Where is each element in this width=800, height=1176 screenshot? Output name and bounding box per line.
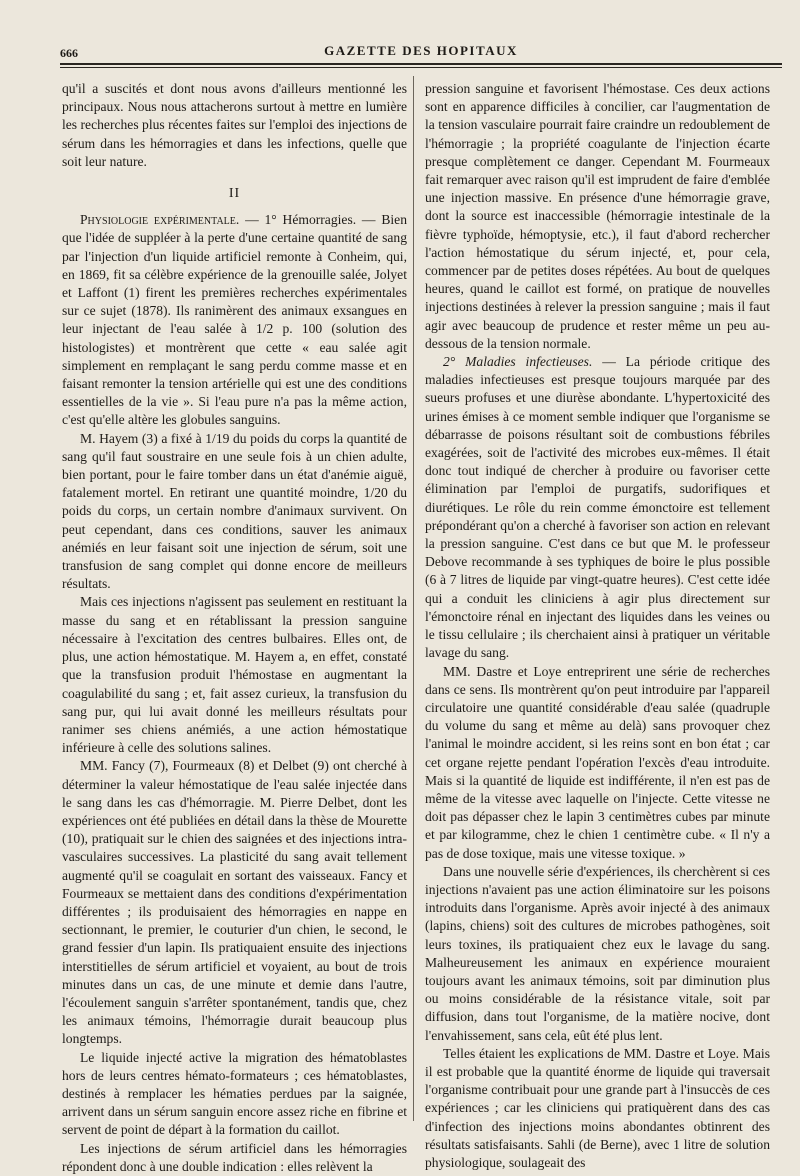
- right-paragraph-1: pression sanguine et favorisent l'hémostase. Ces deux actions sont en apparence difficiles à concilier, car l'augmentation de la tension vasculaire pourrait faire craindre un redoublement de l'hémorragie ; la propriété coagulante de l'injection écarte presque complètement ce danger. Cependant M. Fourmeaux fait remarquer avec raison qu'il est imprudent de faire d'emblée une injection massive. En présence d'une hémorragie grave, dont la source est inaccessible (hémorragie intestinale de la fièvre typhoïde, hémoptysie, etc.), il faut d'abord rechercher l'action hémostatique du sérum injecté, et, pour cela, commencer par de petites doses répétées. Au bout de quelques heures, quand le caillot est formé, on pratique de nouvelles injections destinées à relever la pression sanguine ; mais il faut agir avec beaucoup de prudence et rester même un peu au-dessous de la tension normale.: [425, 81, 770, 351]
- right-column: [425, 80, 770, 1172]
- left-paragraph-2: [62, 211, 407, 429]
- left-paragraph-6: Le liquide injecté active la migration des hématoblastes hors de leurs centres hémato-formateurs ; ces hématoblastes, destinés à remplacer les hématies perdues par la saignée, arrivent dans un sérum sanguin encore assez riche en fibrine et servent de point de départ à la formation du caillot.: [62, 1049, 407, 1138]
- left-column: [62, 80, 407, 1176]
- left-paragraph-7: Les injections de sérum artificiel dans les hémorragies répondent donc à une double indication : elles relèvent la: [62, 1140, 407, 1174]
- right-paragraph-2-text: — La période critique des maladies infectieuses est presque toujours marquée par des sueurs profuses et une diurèse abondante. L'hypertoxicité des urines émises à ce moment semble indiquer que l'organisme se débarrasse de poisons résultant soit de combustions fébriles exagérées, soit de l'activité des microbes eux-mêmes. Il était donc tout indiqué de chercher à produire ou favoriser cette élimination par l'emploi de purgatifs, sudorifiques et diurétiques. Le rôle du rein comme émonctoire est tellement prépondérant qu'on a cherché à favoriser son action en relevant la pression sanguine. C'est dans ce but que M. le professeur Debove recommande à ses typhiques de boire le plus possible (6 à 7 litres de liquide par vingt-quatre heures). C'est cette idée qui a conduit les cliniciens à agir plus directement sur l'émonctoire rénal en injectant des liquides dans les veines ou le tissu cellulaire ; ils cherchaient ainsi à pratiquer un véritable lavage du sang.: [425, 354, 770, 661]
- right-paragraph-5: Telles étaient les explications de MM. Dastre et Loye. Mais il est probable que la quantité énorme de liquide qui traversait l'organisme contribuait pour une grande part à l'insuccès de ces expériences ; car les cliniciens qui pratiquèrent dans des cas d'infection des injections moins abondantes obtinrent des résultats satisfaisants. Sahli (de Berne), avec 1 litre de solution physiologique, soulageait des: [425, 1045, 770, 1170]
- left-paragraph-5: MM. Fancy (7), Fourmeaux (8) et Delbet (9) ont cherché à déterminer la valeur hémostatique de l'eau salée injectée dans le sang dans les cas d'hémorragie. M. Pierre Delbet, dont les expériences ont été publiées en détail dans la thèse de Mourette (10), pratiquait sur le chien des saignées et des injections intra-vasculaires successives. La plasticité du sang avait tellement augmenté qu'il se coagulait en sortant des vaisseaux. Fancy et Fourmeaux se mettaient dans des conditions d'expérimentation différentes ; ils produisaient des hémorragies en nappe en sectionnant, le premier, le couturier d'un chien, le second, le grand fessier d'un lapin. Ils pratiquaient ensuite des injections interstitielles de sérum artificiel et voyaient, au bout de trois minutes dans un cas, de une minute et demie dans l'autre, l'écoulement sanguin s'arrêter spontanément, tandis que, chez les animaux témoins, l'hémorragie durait beaucoup plus longtemps.: [62, 758, 407, 1047]
- section-heading: Physiologie expérimentale.: [80, 212, 240, 228]
- column-divider: [413, 76, 414, 1121]
- header-rule-thick: [60, 63, 782, 65]
- left-paragraph-3: M. Hayem (3) a fixé à 1/19 du poids du corps la quantité de sang qu'il faut soustraire en une seule fois à un chien adulte, bien portant, pour le faire tomber dans un état d'anémie aiguë, fatalement mortel. En retirant une quantité moindre, 1/20 du poids du corps, un certain nombre d'animaux survivent. On peut cependant, dans ces conditions, sauver les animaux anémiés en leur faisant soit une injection de sérum, soit une transfusion de sang complet qui donne encore de meilleurs résultats.: [62, 430, 407, 592]
- right-paragraph-2: [425, 353, 770, 662]
- right-paragraph-4: Dans une nouvelle série d'expériences, ils cherchèrent si ces injections n'avaient pas une action éliminatoire sur les poisons introduits dans l'organisme. Après avoir injecté à des animaux (lapins, chiens) soit des cultures de microbes pathogènes, soit leurs toxines, ils pratiquaient chez eux le lavage du sang. Malheureusement les animaux en expérience mouraient toujours avant les animaux témoins, soit par diminution plus ou moins considérable de la résistance vitale, soit par diffusion, dans tout l'organisme, de la matière nocive, dont l'envahissement, sans cela, eût été plus lent.: [425, 863, 770, 1043]
- left-paragraph-4: Mais ces injections n'agissent pas seulement en restituant la masse du sang et en rétablissant la pression sanguine nécessaire à l'excitation des centres bulbaires. Elles ont, de plus, une action hémostatique. M. Hayem a, en effet, constaté que la transfusion produit l'hémostase en augmentant la coagulabilité du sang ; et, fait assez curieux, la transfusion du sang pur, qui lui avait donné les meilleurs résultats pour ranimer ses chiens anémiés, a une action hémostatique inférieure à celle des solutions salines.: [62, 594, 407, 756]
- section-number: II: [228, 186, 241, 202]
- page-number: 666: [60, 46, 78, 60]
- page-header: [60, 40, 782, 60]
- right-paragraph-3: MM. Dastre et Loye entreprirent une série de recherches dans ce sens. Ils montrèrent qu'on peut introduire par l'appareil circulatoire une quantité considérable d'eau salée (quadruple du volume du sang et même au delà) sans provoquer chez l'animal le moindre accident, si les reins sont en bon état ; car cet organe rejette pendant l'opération l'excès d'eau introduite. Mais si la quantité de liquide est indifférente, il n'en est pas de même de la vitesse avec laquelle on l'injecte. Cette vitesse ne doit pas dépasser chez le lapin 3 centimètres cubes par minute et par kilogramme, chez le chien 1 centimètre cube. « Il n'y a pas de dose toxique, mais une vitesse toxique. »: [425, 663, 770, 861]
- left-paragraph-1: qu'il a suscités et dont nous avons d'ailleurs mentionné les principaux. Nous nous attacherons surtout à mettre en lumière les recherches plus récentes faites sur l'emploi des injections de sérum dans les hémorragies et dans les infections, quelle que soit leur nature.: [62, 81, 407, 169]
- left-paragraph-2-text: — 1° Hémorragies. — Bien que l'idée de suppléer à la perte d'une certaine quantité de sang par l'injection d'un liquide artificiel remonte à Conheim, qui, en 1869, fit sa célèbre expérience de la grenouille salée, Jolyet et Laffont (1) firent les premières recherches expérimentales sur ce sujet (1878). Ils ranimèrent des animaux exsangues en leur injectant de l'eau salée à 1/2 p. 100 (solution des histologistes) et montrèrent que cette « eau salée agit simplement en remplaçant le sang perdu comme masse et en faisant remonter la tension artérielle qui est une des conditions essentielles de la vie ». Si l'eau pure n'a pas la même action, c'est qu'elle altère les globules sanguins.: [62, 212, 408, 428]
- subsection-heading: 2° Maladies infectieuses.: [443, 354, 593, 370]
- journal-title: GAZETTE DES HOPITAUX: [324, 43, 518, 58]
- header-rule-thin: [60, 67, 782, 68]
